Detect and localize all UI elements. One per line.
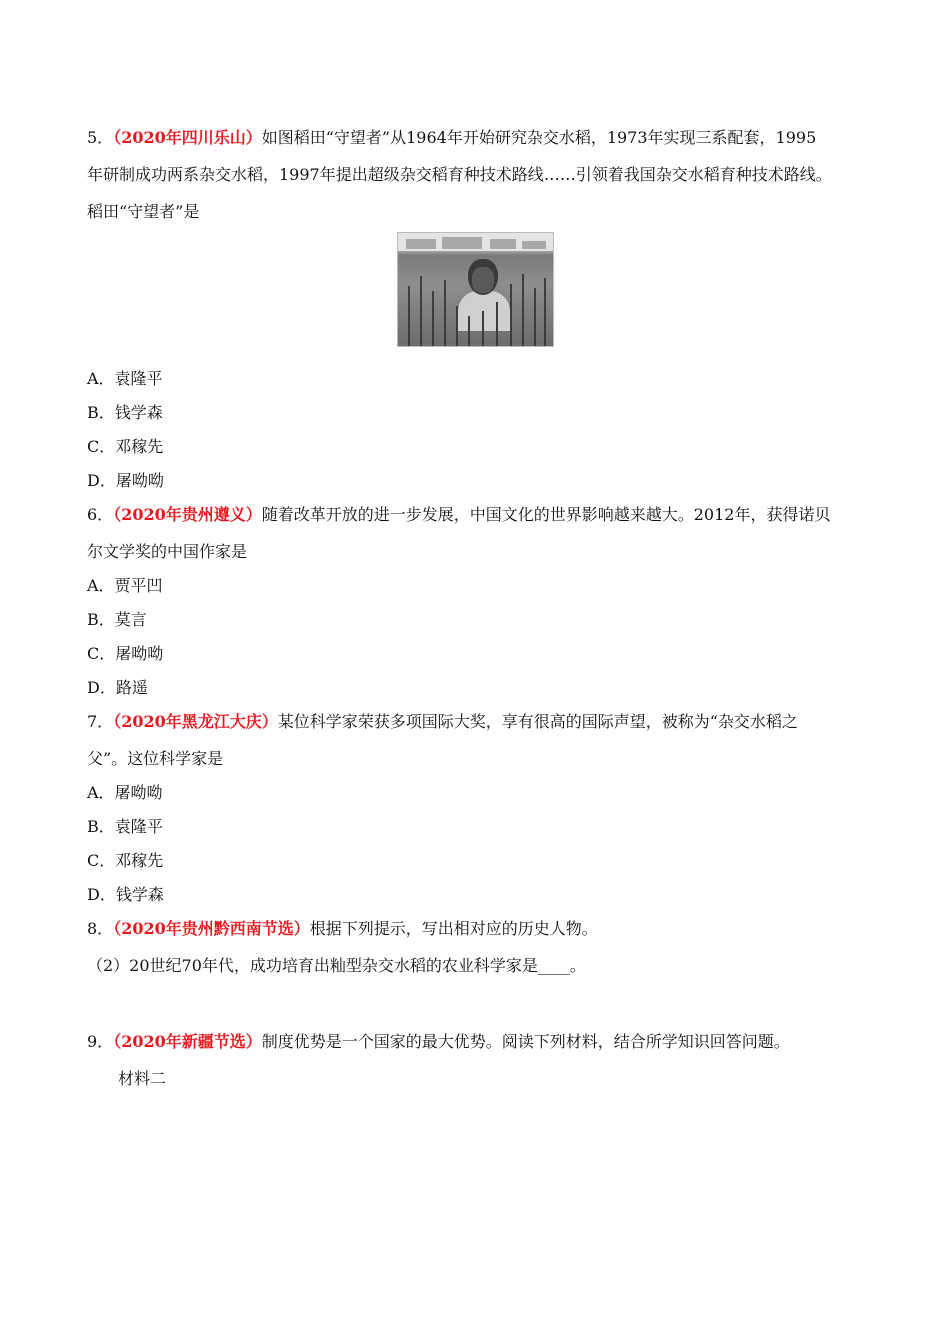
- q6-text-2: 尔文学奖的中国作家是: [87, 542, 248, 561]
- q9-source: （2020年新疆节选）: [113, 1032, 262, 1051]
- q5-line-1: [87, 127, 816, 149]
- q7-text-2: 父”。这位科学家是: [87, 749, 224, 768]
- q6-source: （2020年贵州遵义）: [113, 505, 262, 524]
- q7-text-1: 某位科学家荣获多项国际大奖，享有很高的国际声望，被称为“杂交水稻之: [277, 712, 798, 731]
- q8-text-1: 根据下列提示，写出相对应的历史人物。: [309, 919, 598, 938]
- q5-text-1: 如图稻田“守望者”从1964年开始研究杂交水稻，1973年实现三系配套，1995: [261, 128, 817, 147]
- q7-option-a: A．屠呦呦: [87, 783, 163, 802]
- q9-number: 9．: [87, 1032, 114, 1051]
- q6-option-d: D．路遥: [87, 678, 148, 697]
- q7-option-d: D．钱学森: [87, 885, 164, 904]
- q6-number: 6．: [87, 505, 114, 524]
- q7-option-b: B．袁隆平: [87, 817, 163, 836]
- q7-option-c: C．邓稼先: [87, 851, 164, 870]
- q5-text-3: 稻田“守望者”是: [87, 202, 200, 221]
- q5-number: 5．: [87, 128, 114, 147]
- q7-source: （2020年黑龙江大庆）: [113, 712, 278, 731]
- q9-line-1: [87, 1031, 790, 1053]
- q5-option-d: D．屠呦呦: [87, 471, 164, 490]
- q6-option-b: B．莫言: [87, 610, 147, 629]
- q7-line-1: [87, 711, 798, 733]
- q9-material-label: 材料二: [118, 1069, 167, 1088]
- q5-text-2: 年研制成功两系杂交水稻，1997年提出超级杂交稻育种技术路线……引领着我国杂交水稻育种技术路线。: [87, 165, 832, 184]
- q6-option-a: A．贾平凹: [87, 576, 163, 595]
- q5-option-c: C．邓稼先: [87, 437, 164, 456]
- q6-option-c: C．屠呦呦: [87, 644, 164, 663]
- q8-line-1: [87, 918, 598, 940]
- rice-field-photo: [397, 232, 554, 347]
- q5-option-b: B．钱学森: [87, 403, 163, 422]
- q7-number: 7．: [87, 712, 114, 731]
- q8-sub-question: （2）20世纪70年代，成功培育出籼型杂交水稻的农业科学家是____。: [87, 956, 586, 975]
- q6-text-1: 随着改革开放的进一步发展，中国文化的世界影响越来越大。2012年，获得诺贝: [261, 505, 831, 524]
- q9-text-1: 制度优势是一个国家的最大优势。阅读下列材料，结合所学知识回答问题。: [261, 1032, 790, 1051]
- q5-source: （2020年四川乐山）: [113, 128, 262, 147]
- q8-source: （2020年贵州黔西南节选）: [113, 919, 310, 938]
- q6-line-1: [87, 504, 830, 526]
- q8-number: 8．: [87, 919, 114, 938]
- q5-option-a: A．袁隆平: [87, 369, 163, 388]
